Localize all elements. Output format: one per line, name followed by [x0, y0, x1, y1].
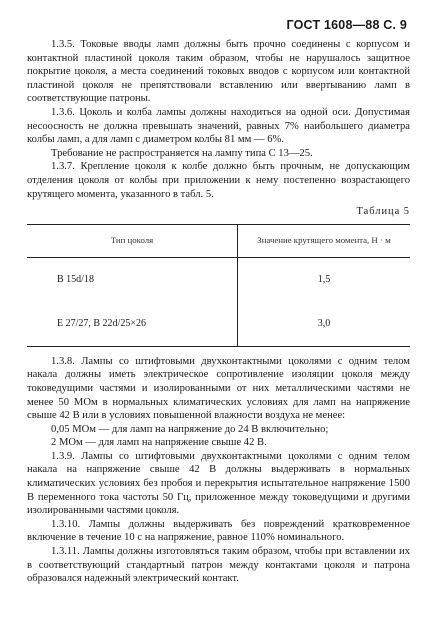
paragraph-item-2: 2 МОм — для ламп на напряжение свыше 42 В. — [51, 437, 267, 449]
column-header-torque: Значение крутящего момента, Н · м — [238, 224, 411, 257]
paragraph-1-3-5: 1.3.5. Токовые вводы ламп должны быть прочно соединены с корпусом и контактной пластиной цоколя таким образом, чтобы не нарушалось защитное покрытие цоколя, а места соединений токовых вводов с корпусом или контактной пластиной цоколя не препятствовали вставлению или ввертыванию ламп в соответствующие патроны. — [27, 39, 410, 105]
table-title: Таблица 5 — [356, 206, 410, 218]
cell-torque: 1,5 — [317, 273, 331, 285]
paragraph-note: Требование не распространяется на лампу типа С 13—25. — [51, 147, 313, 159]
column-header-base-type: Тип цоколя — [27, 224, 238, 257]
table-row — [27, 302, 410, 347]
cell-base-type: Е 27/27, В 22d/25×26 — [27, 302, 238, 347]
paragraph-1-3-10: 1.3.10. Лампы должны выдерживать без повреждений кратковременное включение в течение 10 с на напряжение, равное 110% номинального. — [27, 518, 410, 544]
table-header-row — [27, 224, 410, 257]
cell-torque: 3,0 — [238, 302, 411, 347]
table-row — [27, 257, 410, 302]
paragraph-item-1: 0,05 МОм — для ламп на напряжение до 24 В включительно; — [51, 423, 329, 435]
document-body — [27, 38, 410, 586]
paragraph-1-3-11: 1.3.11. Лампы должны изготовляться таким образом, чтобы при вставлении их в соответствующий стандартный патрон между контактами цоколя и патрона образовался надежный электрический контакт. — [27, 546, 410, 585]
paragraph-1-3-8: 1.3.8. Лампы со штифтовыми двухконтактными цоколями с одним телом накала должны иметь электрическое сопротивление изоляции цоколя между токоведущими частями и изолированными от них металлическими частями не менее 50 МОм в нормальных климатических условиях для ламп на напряжение свыше 42 В или в условиях повышенной влажности воздуха не менее: — [27, 355, 410, 422]
page-header: ГОСТ 1608—88 С. 9 — [286, 18, 407, 32]
paragraph-1-3-6: 1.3.6. Цоколь и колба лампы должны находиться на одной оси. Допустимая несоосность не должна превышать значений, равных 7% наибольшего диаметра колбы ламп, а для ламп с диаметром колбы 81 мм — 6%. — [27, 106, 410, 146]
paragraph-1-3-9: 1.3.9. Лампы со штифтовыми двухконтактными цоколями с одним телом накала на напряжение свыше 42 В должны выдерживать в нормальных климатических условиях без пробоя и перекрытия испытательное напряжение 1500 В переменного тока частоты 50 Гц, приложенное между токоведущими и другими изолированными частями цоколя. — [27, 450, 410, 517]
cell-base-type: В 15d/18 — [27, 257, 238, 302]
torque-table — [27, 224, 410, 347]
paragraph-1-3-7: 1.3.7. Крепление цоколя к колбе должно быть прочным, не допускающим отделения цоколя от колбы при приложении к нему постепенно возрастающего крутящего момента, указанного в табл. 5. — [27, 161, 410, 200]
